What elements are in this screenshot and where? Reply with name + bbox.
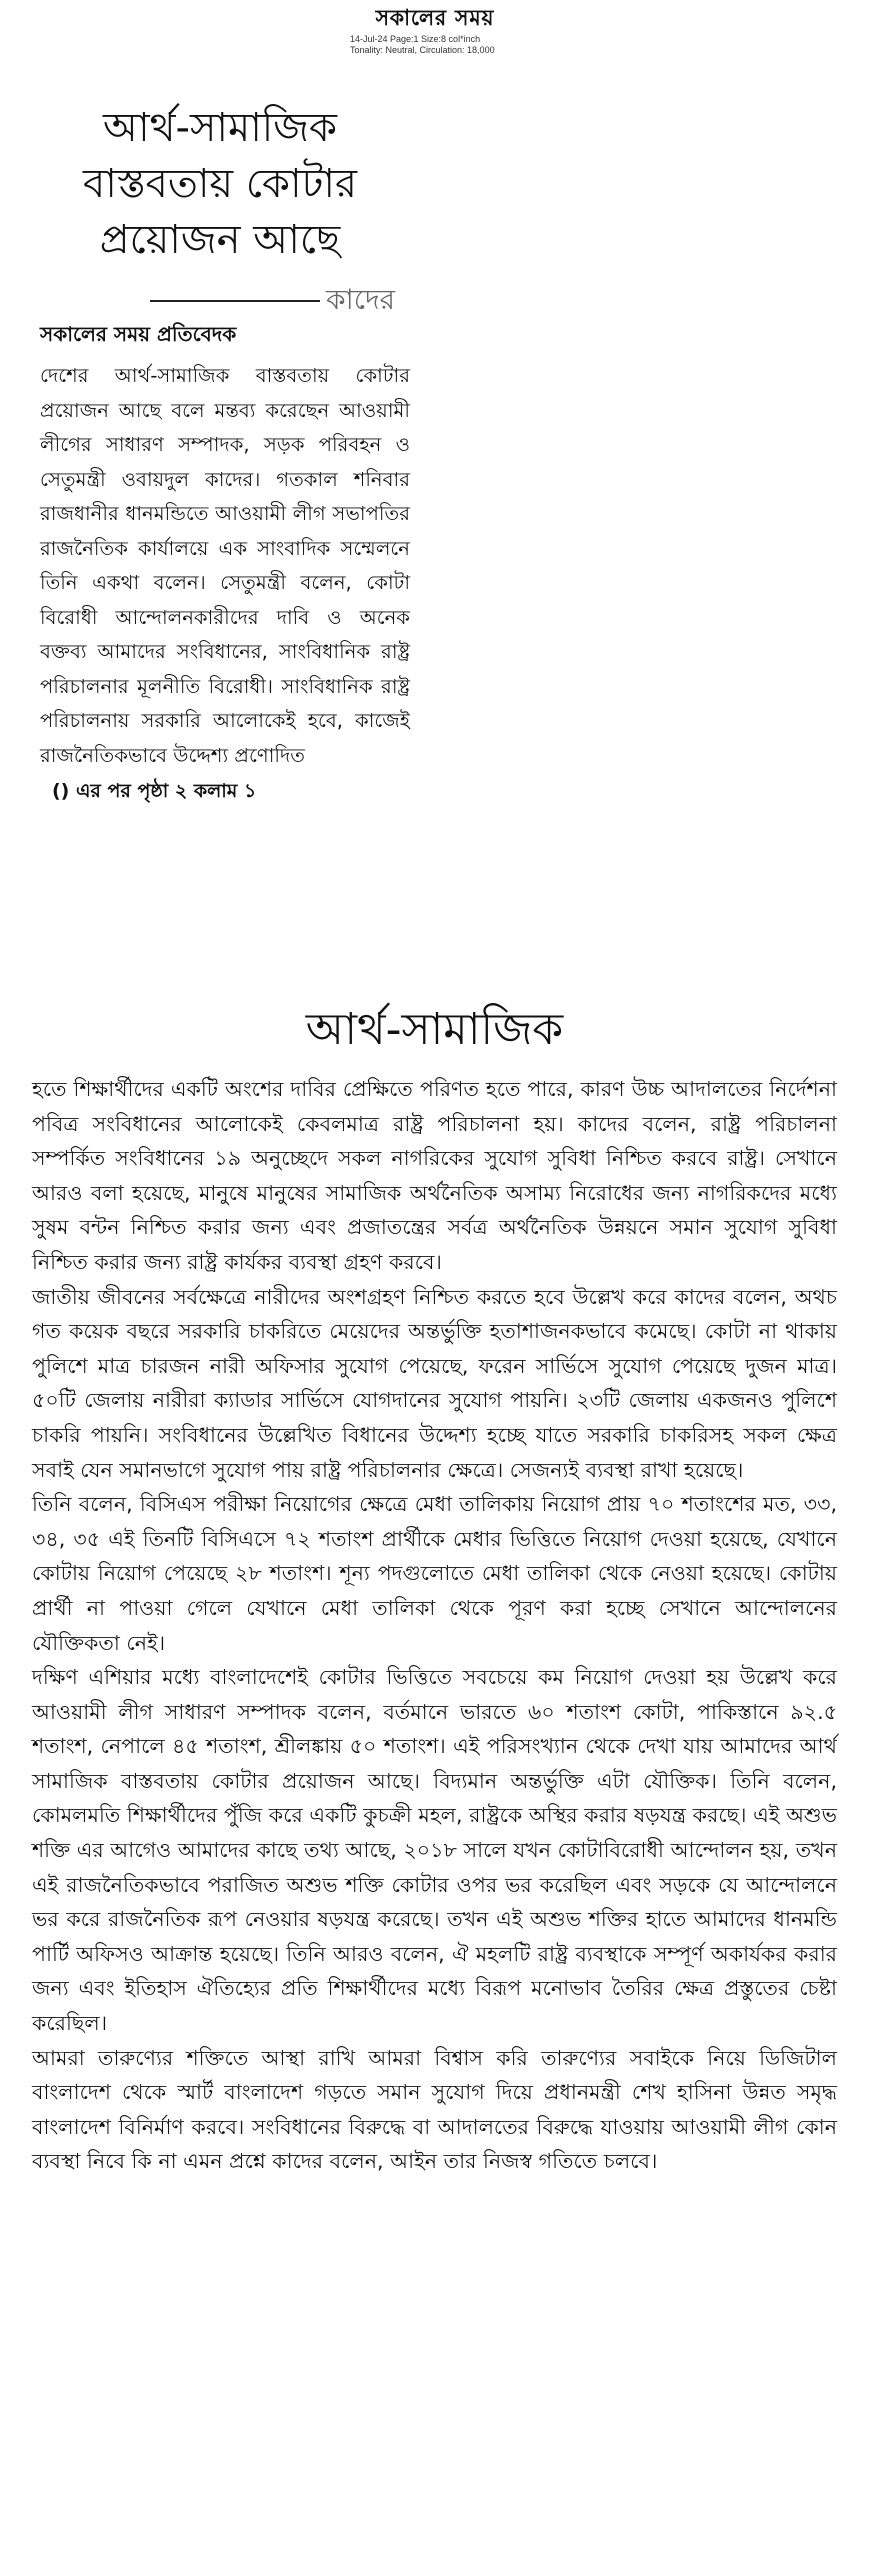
continuation-clipping <box>32 1000 837 2179</box>
front-page-clipping <box>30 80 410 809</box>
subhead-name: কাদের <box>326 283 396 316</box>
subhead-rule <box>150 300 320 302</box>
headline: আর্থ-সামাজিক বাস্তবতায় কোটার প্রয়োজন আছে <box>83 105 357 263</box>
subhead <box>30 278 410 318</box>
paragraph: তিনি বলেন, বিসিএস পরীক্ষা নিয়োগের ক্ষেত্রে মেধা তালিকায় নিয়োগ প্রায় ৭০ শতাংশের মত, ৩৩, ৩৪, ৩৫ এই তিনটি বিসিএসে ৭২ শতাংশ প্রার্থীকে মেধার ভিত্তিতে নিয়োগ দেওয়া হয়েছে, যেখানে কোটায় নিয়োগ পেয়েছে ২৮ শতাংশ। শূন্য পদগুলোতে মেধা তালিকা থেকে নেওয়া হয়েছে। কোটায় প্রার্থী না পাওয়া গেলে যেখানে মেধা তালিকা থেকে পূরণ করা হচ্ছে সেখানে আন্দোলনের যৌক্তিকতা নেই। <box>32 1492 837 1655</box>
masthead <box>310 4 560 56</box>
article-body-first-part: দেশের আর্থ-সামাজিক বাস্তবতায় কোটার প্রয়োজন আছে বলে মন্তব্য করেছেন আওয়ামী লীগের সাধারণ সম্পাদক, সড়ক পরিবহন ও সেতুমন্ত্রী ওবায়দুল কাদের। গতকাল শনিবার রাজধানীর ধানমন্ডিতে আওয়ামী লীগ সভাপতির রাজনৈতিক কার্যালয়ে এক সাংবাদিক সম্মেলনে তিনি একথা বলেন। সেতুমন্ত্রী বলেন, কোটা বিরোধী আন্দোলনকারীদের দাবি ও অনেক বক্তব্য আমাদের সংবিধানের, সাংবিধানিক রাষ্ট্র পরিচালনার মূলনীতি বিরোধী। সাংবিধানিক রাষ্ট্র পরিচালনায় সরকারি আলোকেই হবে, কাজেই রাজনৈতিকভাবে উদ্দেশ্য প্রণোদিত <box>40 364 410 767</box>
paragraph: আমরা তারুণ্যের শক্তিতে আস্থা রাখি আমরা বিশ্বাস করি তারুণ্যের সবাইকে নিয়ে ডিজিটাল বাংলাদেশ থেকে স্মার্ট বাংলাদেশ গড়তে সমান সুযোগ দিয়ে প্রধানমন্ত্রী শেখ হাসিনা উন্নত সমৃদ্ধ বাংলাদেশ বিনির্মাণ করবে। সংবিধানের বিরুদ্ধে বা আদালতের বিরুদ্ধে যাওয়ায় আওয়ামী লীগ কোন ব্যবস্থা নিবে কি না এমন প্রশ্নে কাদের বলেন, আইন তার নিজস্ব গতিতে চলবে। <box>32 2045 837 2174</box>
byline: সকালের সময় প্রতিবেদক <box>40 322 237 346</box>
clipping-meta-tonality: Tonality: Neutral, Circulation: 18,000 <box>350 45 495 55</box>
paragraph: জাতীয় জীবনের সর্বক্ষেত্রে নারীদের অংশগ্রহণ নিশ্চিত করতে হবে উল্লেখ করে কাদের বলেন, অথচ গত কয়েক বছরে সরকারি চাকরিতে মেয়েদের অন্তর্ভুক্তি হতাশাজনকভাবে কমেছে। কোটা না থাকায় পুলিশে মাত্র চারজন নারী অফিসার সুযোগ পেয়েছে, ফরেন সার্ভিসে সুযোগ পেয়েছে দুজন মাত্র। ৫০টি জেলায় নারীরা ক্যাডার সার্ভিসে যোগদানের সুযোগ পায়নি। ২৩টি জেলায় একজনও পুলিশে চাকরি পায়নি। সংবিধানের উল্লেখিত বিধানের উদ্দেশ্য হচ্ছে যাতে সরকারি চাকরিসহ সকল ক্ষেত্র সবাই যেন সমানভাগে সুযোগ পায় রাষ্ট্র পরিচালনার ক্ষেত্রে। সেজন্যই ব্যবস্থা রাখা হয়েছে। <box>32 1284 837 1482</box>
continued-note: () এর পর পৃষ্ঠা ২ কলাম ১ <box>52 780 257 802</box>
clipping-meta-date: 14-Jul-24 Page:1 Size:8 col*inch <box>350 34 481 44</box>
continuation-body <box>32 1072 837 2179</box>
continuation-headline: আর্থ-সামাজিক <box>305 1004 564 1055</box>
paragraph: দক্ষিণ এশিয়ার মধ্যে বাংলাদেশেই কোটার ভিত্তিতে সবচেয়ে কম নিয়োগ দেওয়া হয় উল্লেখ করে আওয়ামী লীগ সাধারণ সম্পাদক বলেন, বর্তমানে ভারতে ৬০ শতাংশ কোটা, পাকিস্তানে ৯২.৫ শতাংশ, নেপালে ৪৫ শতাংশ, শ্রীলঙ্কায় ৫০ শতাংশ। এই পরিসংখ্যান থেকে দেখা যায় আমাদের আর্থ সামাজিক বাস্তবতায় কোটার প্রয়োজন আছে। বিদ্যমান অন্তর্ভুক্তি এটা যৌক্তিক। তিনি বলেন, কোমলমতি শিক্ষার্থীদের পুঁজি করে একটি কুচক্রী মহল, রাষ্ট্রকে অস্থির করার ষড়যন্ত্র করছে। এই অশুভ শক্তি এর আগেও আমাদের কাছে তথ্য আছে, ২০১৮ সালে যখন কোটাবিরোধী আন্দোলন হয়, তখন এই রাজনৈতিকভাবে পরাজিত অশুভ শক্তি কোটার ওপর ভর করেছিল এবং সড়কে যে আন্দোলনে ভর করে রাজনৈতিক রূপ নেওয়ার ষড়যন্ত্র করেছে। তখন এই অশুভ শক্তির হাতে আমাদের ধানমন্ডি পার্টি অফিসও আক্রান্ত হয়েছে। তিনি আরও বলেন, ঐ মহলটি রাষ্ট্র ব্যবস্থাকে সম্পূর্ণ অকার্যকর করার জন্য এবং ইতিহাস ঐতিহ্যের প্রতি শিক্ষার্থীদের মধ্যে বিরূপ মনোভাব তৈরির ক্ষেত্র প্রস্তুতের চেষ্টা করেছিল। <box>32 1665 837 2036</box>
newspaper-logo: সকালের সময় <box>375 6 495 31</box>
paragraph: হতে শিক্ষার্থীদের একটি অংশের দাবির প্রেক্ষিতে পরিণত হতে পারে, কারণ উচ্চ আদালতের নির্দেশনা পবিত্র সংবিধানের আলোকেই কেবলমাত্র রাষ্ট্র পরিচালনা হয়। কাদের বলেন, রাষ্ট্র পরিচালনা সম্পর্কিত সংবিধানের ১৯ অনুচ্ছেদে সকল নাগরিকের সুযোগ সুবিধা নিশ্চিত করবে রাষ্ট্র। সেখানে আরও বলা হয়েছে, মানুষে মানুষের সামাজিক অর্থনৈতিক অসাম্য নিরোধের জন্য নাগরিকদের মধ্যে সুষম বন্টন নিশ্চিত করার জন্য এবং প্রজাতন্ত্রের সর্বত্র অর্থনৈতিক উন্নয়নে সমান সুযোগ সুবিধা নিশ্চিত করার জন্য রাষ্ট্র কার্যকর ব্যবস্থা গ্রহণ করবে। <box>32 1077 837 1274</box>
